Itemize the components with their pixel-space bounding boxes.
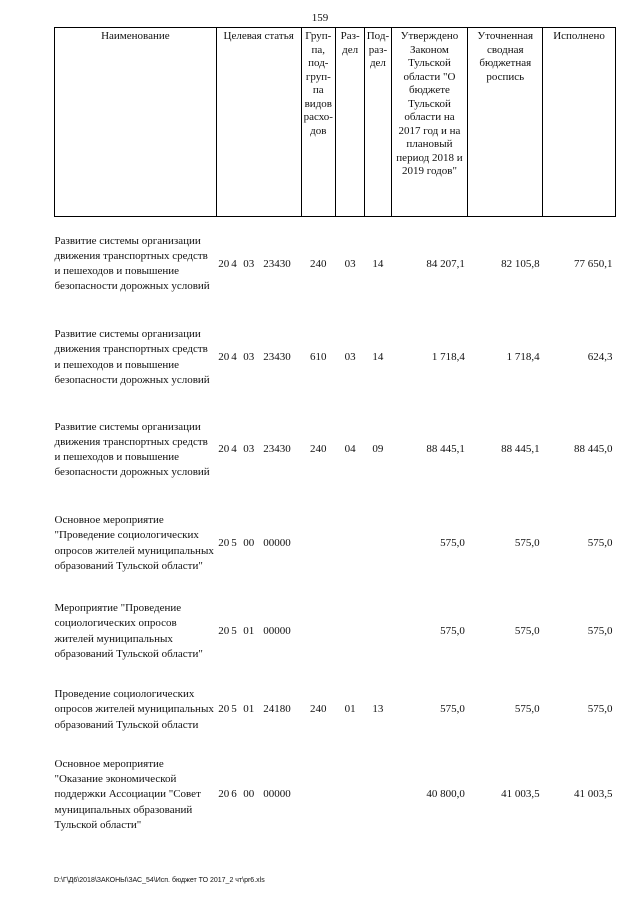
row-revised: 575,0 (514, 536, 540, 549)
code-part-event: 01 (243, 703, 255, 716)
row-subsection: 14 (372, 257, 384, 270)
row-section: 03 (344, 350, 356, 363)
code-part-program: 20 (218, 703, 230, 716)
row-executed: 88 445,0 (574, 443, 613, 456)
row-section: 03 (344, 257, 356, 270)
row-section (335, 497, 364, 591)
row-revised: 88 445,1 (501, 443, 540, 456)
row-revised: 82 105,8 (501, 257, 540, 270)
target-article-code (216, 312, 301, 404)
row-approved: 84 207,1 (426, 257, 465, 270)
row-executed: 575,0 (587, 703, 613, 716)
row-group: 240 (310, 703, 327, 716)
row-executed: 41 003,5 (574, 788, 613, 801)
row-approved: 40 800,0 (426, 788, 465, 801)
code-part-program: 20 (218, 350, 230, 363)
table-header-row (55, 28, 616, 217)
table-row (55, 497, 616, 591)
row-name: Основное мероприятие "Оказание экономической поддержки Ассоциации "Совет муниципальных образований Тульской области" (54, 757, 201, 831)
header-executed: Исполнено (543, 28, 616, 217)
code-part-program: 20 (218, 624, 230, 637)
code-part-event: 03 (243, 443, 255, 456)
budget-table (54, 27, 616, 843)
row-revised: 1 718,4 (506, 350, 540, 363)
row-approved: 575,0 (440, 624, 465, 637)
row-name: Основное мероприятие "Проведение социологических опросов жителей муниципальных образований Тульской области" (54, 514, 214, 572)
code-part-subprogram: 5 (231, 703, 237, 716)
row-group (301, 497, 335, 591)
header-code: Целевая статья (216, 28, 301, 217)
row-section: 04 (344, 443, 356, 456)
code-part-direction: 23430 (263, 257, 291, 270)
header-name: Наименование (55, 28, 217, 217)
row-executed: 575,0 (587, 536, 613, 549)
table-row (55, 673, 616, 748)
row-group: 240 (310, 257, 327, 270)
row-section: 01 (344, 703, 356, 716)
table-row (55, 748, 616, 843)
row-name: Развитие системы организации движения транспортных средств и пешеходов и повышение безопасности дорожных условий (54, 420, 210, 479)
row-approved: 575,0 (440, 703, 465, 716)
code-part-subprogram: 6 (231, 788, 237, 801)
row-subsection (365, 497, 391, 591)
row-approved: 1 718,4 (431, 350, 465, 363)
target-article-code (216, 748, 301, 843)
row-name: Развитие системы организации движения транспортных средств и пешеходов и повышение безопасности дорожных условий (54, 328, 210, 386)
row-executed: 77 650,1 (574, 257, 613, 270)
target-article-code (216, 497, 301, 591)
code-part-subprogram: 5 (231, 624, 237, 637)
row-group (301, 591, 335, 673)
code-part-event: 00 (243, 788, 255, 801)
header-revised: Уточненная сводная бюджетная роспись (468, 28, 543, 217)
target-article-code (216, 673, 301, 748)
code-part-event: 03 (243, 257, 255, 270)
code-part-direction: 23430 (263, 443, 291, 456)
target-article-code (216, 404, 301, 497)
code-part-subprogram: 4 (231, 257, 237, 270)
code-part-subprogram: 5 (231, 536, 237, 549)
row-group: 240 (310, 443, 327, 456)
table-row (55, 404, 616, 497)
row-subsection: 14 (372, 350, 384, 363)
row-name: Мероприятие "Проведение социологических опросов жителей муниципальных образований Тульской области" (54, 602, 203, 660)
code-part-direction: 23430 (263, 350, 291, 363)
table-row (55, 591, 616, 673)
code-part-program: 20 (218, 443, 230, 456)
row-subsection: 13 (372, 703, 384, 716)
row-section (335, 591, 364, 673)
row-approved: 575,0 (440, 536, 465, 549)
code-part-event: 00 (243, 536, 255, 549)
header-group: Груп-па, под-груп-па видов расхо-дов (301, 28, 335, 217)
row-revised: 41 003,5 (501, 788, 540, 801)
row-name: Проведение социологических опросов жителей муниципальных образований Тульской области (54, 688, 214, 731)
header-subsection: Под-раз-дел (365, 28, 391, 217)
row-executed: 575,0 (587, 624, 613, 637)
row-name: Развитие системы организации движения транспортных средств и пешеходов и повышение безопасности дорожных условий (54, 234, 210, 293)
table-row (55, 217, 616, 312)
target-article-code (216, 217, 301, 312)
row-approved: 88 445,1 (426, 443, 465, 456)
code-part-direction: 00000 (263, 536, 291, 549)
code-part-program: 20 (218, 536, 230, 549)
page-number: 159 (311, 12, 329, 24)
code-part-program: 20 (218, 257, 230, 270)
row-group (301, 748, 335, 843)
row-executed: 624,3 (587, 350, 613, 363)
code-part-direction: 00000 (263, 624, 291, 637)
table-row (55, 312, 616, 404)
code-part-event: 01 (243, 624, 255, 637)
code-part-subprogram: 4 (231, 350, 237, 363)
row-section (335, 748, 364, 843)
code-part-program: 20 (218, 788, 230, 801)
code-part-event: 03 (243, 350, 255, 363)
row-group: 610 (310, 350, 327, 363)
target-article-code (216, 591, 301, 673)
code-part-direction: 00000 (263, 788, 291, 801)
table-body (55, 217, 616, 843)
row-revised: 575,0 (514, 703, 540, 716)
row-subsection: 09 (372, 443, 384, 456)
row-revised: 575,0 (514, 624, 540, 637)
code-part-subprogram: 4 (231, 443, 237, 456)
file-path-footer: D:\Г\Д6\2018\ЗАКОНЫ\ЗАС_54\Исп. бюджет ТО 2017_2 чт\pr6.xls (54, 877, 265, 884)
code-part-direction: 24180 (263, 703, 291, 716)
header-section: Раз-дел (335, 28, 364, 217)
header-approved: Утверждено Законом Тульской области "О бюджете Тульской области на 2017 год и на плановый период 2018 и 2019 годов" (391, 28, 468, 217)
row-subsection (365, 591, 391, 673)
row-subsection (365, 748, 391, 843)
